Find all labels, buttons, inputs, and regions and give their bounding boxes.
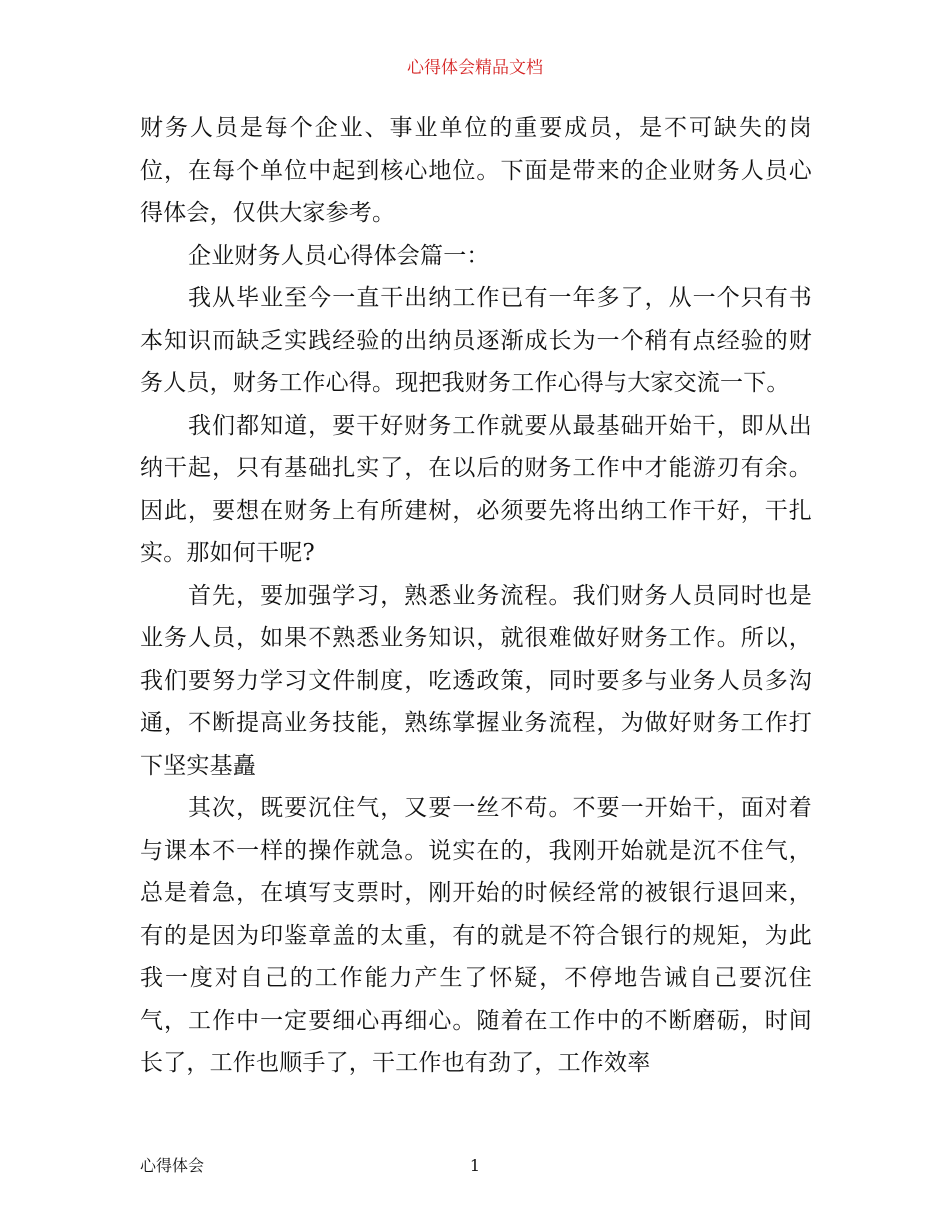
- page-footer-label: 心得体会: [140, 1156, 205, 1175]
- document-body: [140, 107, 812, 1085]
- body-paragraph: 其次，既要沉住气，又要一丝不苟。不要一开始干，面对着与课本不一样的操作就急。说实在的，我刚开始就是沉不住气，总是着急，在填写支票时，刚开始的时候经常的被银行退回来，有的是因为印鉴章盖的太重，有的就是不符合银行的规矩，为此我一度对自己的工作能力产生了怀疑，不停地告诫自己要沉住气，工作中一定要细心再细心。随着在工作中的不断磨砺，时间长了，工作也顺手了，干工作也有劲了，工作效率: [140, 795, 812, 1076]
- section-heading: 企业财务人员心得体会篇一：: [188, 242, 490, 269]
- body-paragraph: 我从毕业至今一直干出纳工作已有一年多了，从一个只有书本知识而缺乏实践经验的出纳员逐渐成长为一个稍有点经验的财务人员，财务工作心得。现把我财务工作心得与大家交流一下。: [140, 285, 812, 396]
- body-paragraph: 首先，要加强学习，熟悉业务流程。我们财务人员同时也是业务人员，如果不熟悉业务知识，就很难做好财务工作。所以，我们要努力学习文件制度，吃透政策，同时要多与业务人员多沟通，不断提高业务技能，熟练掌握业务流程，为做好财务工作打下坚实基矗: [140, 582, 812, 779]
- page-header-title: 心得体会精品文档: [407, 58, 543, 78]
- intro-paragraph: 财务人员是每个企业、事业单位的重要成员，是不可缺失的岗位，在每个单位中起到核心地位。下面是带来的企业财务人员心得体会，仅供大家参考。: [140, 115, 812, 226]
- body-paragraph: 我们都知道，要干好财务工作就要从最基础开始干，即从出纳干起，只有基础扎实了，在以后的财务工作中才能游刃有余。因此，要想在财务上有所建树，必须要先将出纳工作干好，干扎实。那如何干呢?: [140, 412, 812, 566]
- page-number: 1: [469, 1156, 481, 1175]
